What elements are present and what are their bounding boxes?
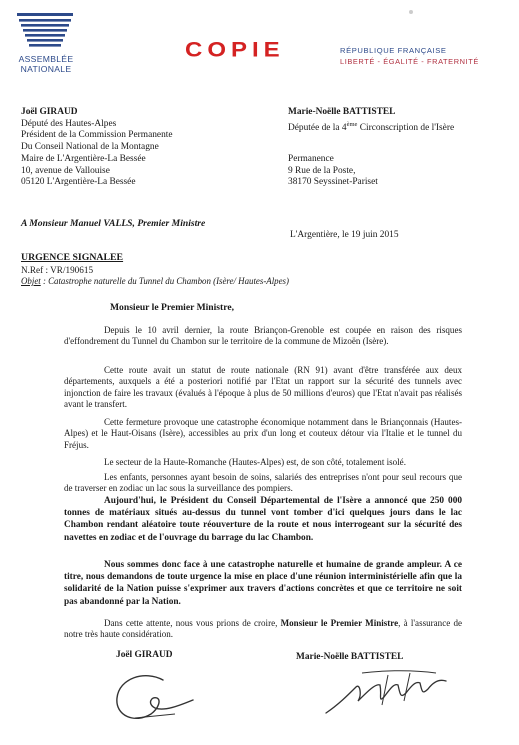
sender-left-line: 05120 L'Argentière-La Bessée xyxy=(21,177,136,188)
sender-left-line: Député des Hautes-Alpes xyxy=(21,118,117,129)
paragraph-6: Aujourd'hui, le Président du Conseil Départemental de l'Isère a annoncé que 250 000 tonnes de matériaux situés au-dessus du tunnel vont tomber d'ici quelques jours dans le lac Chambon rendant aléatoire toute réouverture de la route et nous interrogeant sur la sécurité des navettes en zodiac et de l'ouvrage du barrage du lac Chambon. xyxy=(64,496,462,543)
letter-date: L'Argentière, le 19 juin 2015 xyxy=(290,230,399,240)
sender-right-title-sup: ème xyxy=(346,120,358,128)
objet-line xyxy=(21,276,289,286)
objet-text: : Catastrophe naturelle du Tunnel du Chambon (Isère/ Hautes-Alpes) xyxy=(40,276,289,286)
sender-right-title-post: Circonscription de l'Isère xyxy=(357,122,455,133)
closing-part-3: , à l'assurance de notre très haute considération. xyxy=(64,618,462,640)
sender-right-title xyxy=(288,119,454,135)
sender-left-line: 10, avenue de Vallouise xyxy=(21,165,110,176)
permanence-block xyxy=(288,154,378,189)
signature-name-right: Marie-Noëlle BATTISTEL xyxy=(296,652,404,662)
scan-speck xyxy=(409,10,413,14)
closing-part-1: Dans cette attente, nous vous prions de croire, xyxy=(104,618,281,628)
paragraph-1: Depuis le 10 avril dernier, la route Briançon-Grenoble est coupée en raison des risques d'effondrement du Tunnel du Chambon sur le territoire de la commune de Mizoën (Isère). xyxy=(64,325,462,347)
paragraph-closing xyxy=(64,618,462,641)
logo-line-2: NATIONALE xyxy=(20,64,72,74)
sender-left-name: Joël GIRAUD xyxy=(21,107,78,117)
paragraph-3: Cette fermeture provoque une catastrophe économique notamment dans le Briançonnais (Hautes-Alpes) et le Haut-Oisans (Isère), accessibles au prix d'un long et couteux détour via l'Italie et le tunnel du Fréjus. xyxy=(64,417,462,450)
paragraph-2: Cette route avait un statut de route nationale (RN 91) avant d'être transférée aux deux départements, auxquels a été a posteriori notifié par l'Etat un rapport sur la sécurité des tunnels avec injonction de faire les travaux (évalués à l'époque à plus de 50 millions d'euros) que l'Etat n'avait pas réalisés avant le transfert. xyxy=(64,365,462,410)
sender-right-block xyxy=(288,107,454,135)
copie-stamp: COPIE xyxy=(185,37,285,62)
rf-title: RÉPUBLIQUE FRANÇAISE xyxy=(340,46,447,55)
closing-part-2: Monsieur le Premier Ministre xyxy=(280,618,399,628)
paragraph-7: Nous sommes donc face à une catastrophe naturelle et humaine de grande ampleur. A ce titre, nous demandons de toute urgence la mise en place d'une réunion interministérielle afin que la solidarité de la Nation puisse s'exprimer aux travers d'actions concrètes et que ce territoire ne soit pas abandonné par la Nation. xyxy=(64,560,462,607)
sender-left-block xyxy=(21,107,173,189)
rf-motto: LIBERTÉ - ÉGALITÉ - FRATERNITÉ xyxy=(340,57,479,66)
salutation: Monsieur le Premier Ministre, xyxy=(110,302,234,313)
signature-name-left: Joël GIRAUD xyxy=(116,650,173,660)
republique-francaise-block xyxy=(340,45,479,67)
sender-right-title-pre: Députée de la 4 xyxy=(288,122,347,133)
paragraph-5: Les enfants, personnes ayant besoin de soins, salariés des entreprises n'ont pour seul recours que de traverser en zodiac un lac sous la surveillance des pompiers. xyxy=(64,472,462,494)
sender-left-line: Maire de L'Argentière-La Bessée xyxy=(21,153,146,164)
sender-right-name: Marie-Noëlle BATTISTEL xyxy=(288,107,396,117)
permanence-line: 38170 Seyssinet-Pariset xyxy=(288,177,378,188)
permanence-line: Permanence xyxy=(288,154,334,164)
reference: N.Ref : VR/190615 xyxy=(21,265,94,275)
paragraph-4: Le secteur de la Haute-Romanche (Hautes-Alpes) est, de son côté, totalement isolé. xyxy=(104,457,406,467)
urgence-heading: URGENCE SIGNALEE xyxy=(21,252,124,263)
assemblee-nationale-hemicycle-icon xyxy=(13,10,77,52)
signature-left-handwritten-icon xyxy=(105,668,200,738)
signature-right-handwritten-icon xyxy=(318,665,468,720)
sender-left-line: Du Conseil National de la Montagne xyxy=(21,142,159,153)
sender-left-line: Président de la Commission Permanente xyxy=(21,130,173,141)
assemblee-nationale-logo xyxy=(10,54,82,74)
permanence-line: 9 Rue de la Poste, xyxy=(288,165,356,176)
objet-label: Objet xyxy=(21,276,41,286)
recipient: A Monsieur Manuel VALLS, Premier Ministre xyxy=(21,218,206,229)
logo-line-1: ASSEMBLÉE xyxy=(18,54,74,64)
